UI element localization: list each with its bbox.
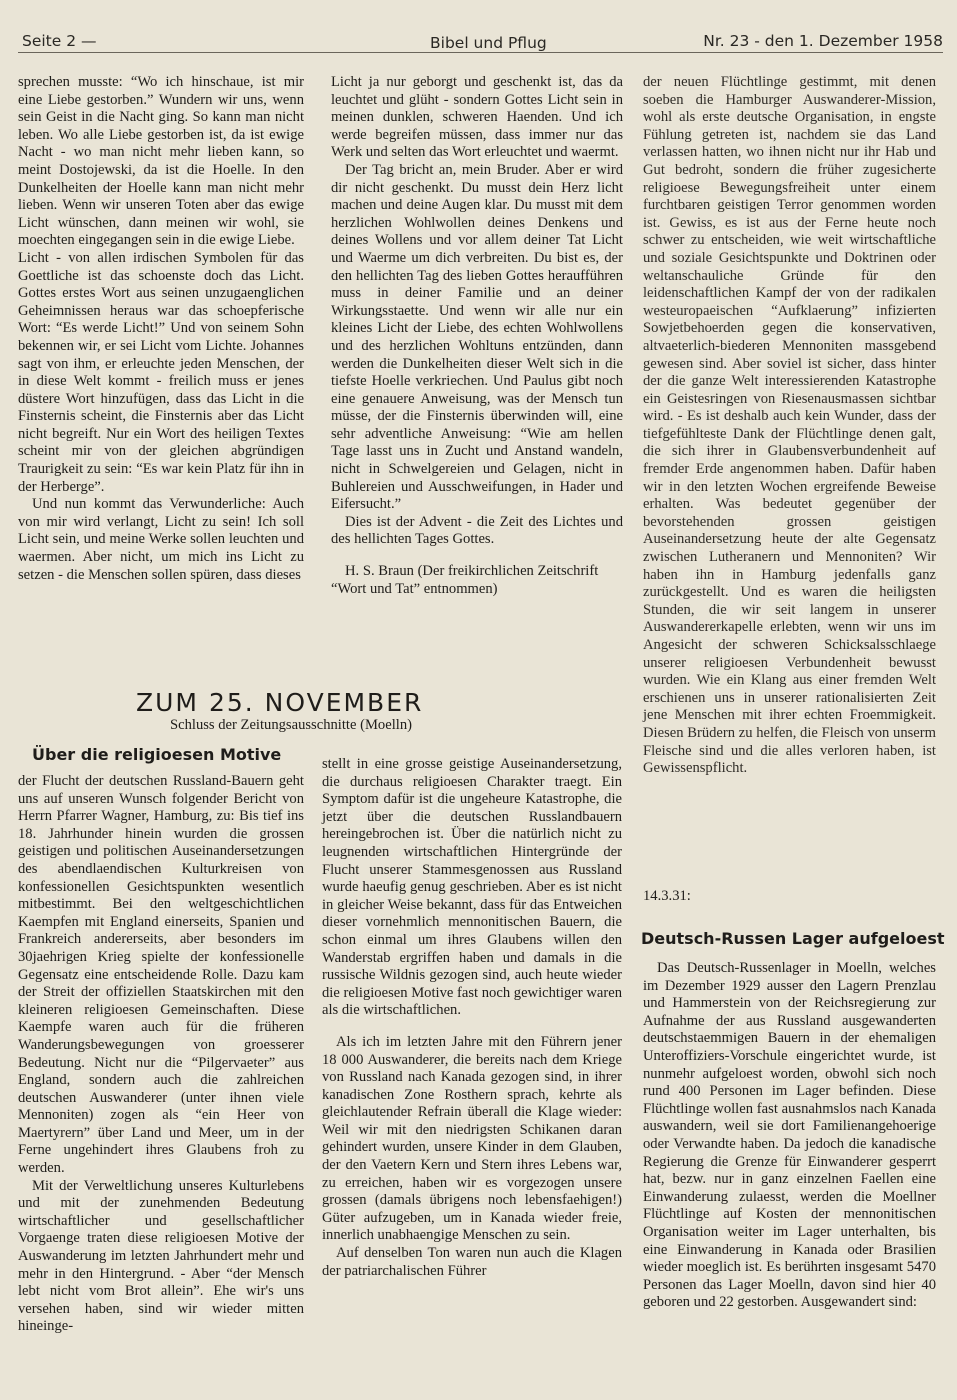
article-heading: Über die religioesen Motive [32,745,282,764]
section-title: ZUM 25. NOVEMBER [136,688,424,717]
paragraph: Als ich im letzten Jahre mit den Führern jener 18 000 Auswanderer, die bereits nach dem Kriege von Russland nach Kanada gezogen sind, in ihrer kanadischen Zone Rosthern sprach, kehrte als gleichlautender Refrain überall die Klage wieder: Weil wir mit den niedrigsten Schikanen daran gehindert wurden, unsere Kinder in dem Glauben, der den Vaetern Kern und Stern ihres Lebens war, zu erreichen, haben wir es vorgezogen unsere grossen (damals übrigens noch lebensfaehigen!) Güter aufzugeben, um in Kanada wieder freie, innerlich unabhaengige Menschen zu sein. [322,1033,622,1244]
column-5 [322,756,622,1280]
page-number: Seite 2 — [22,32,97,50]
paragraph: sprechen musste: “Wo ich hinschaue, ist mir eine Liebe gestorben.” Wundern wir uns, wenn sein Geist in die Nacht ging. So kann man nicht leben. Wo alle Liebe gestorben ist, da ist ewige Nacht - wo man nicht mehr lieben kann, so meint Dostojewski, da ist die Hoelle. In den Dunkelheiten der Hoelle kann man nicht mehr lieben. Wenn wir unseren Toten aber das ewige Licht wünschen, dann meinen wir wohl, sie moechten eingegangen sein in die ewige Liebe. [18,74,304,249]
column-4 [18,773,304,1336]
paragraph: Mit der Verweltlichung unseres Kulturlebens und mit der zunehmenden Bedeutung wirtschaftlicher und gesellschaftlicher Vorgaenge traten diese religioesen Motive der Auswanderung im letzten Jahrhundert mehr und mehr in den Hintergrund. - Aber “der Mensch lebt nicht vom Brot allein”. Ehe wir's uns versehen haben, sind wir wieder mitten hineinge- [18,1177,304,1335]
paragraph: stellt in eine grosse geistige Auseinandersetzung, die durchaus religioesen Charakter traegt. Ein Symptom dafür ist die ungeheure Katastrophe, die jetzt über die deutschen Russlandbauern hereingebrochen ist. Über die natürlich nicht zu leugnenden wirtschaftlichen Hintergründe der Flucht unserer Stammesgenossen aus Russland wurde haeufig genug geschrieben. Aber es ist nicht in gleicher Weise bekannt, dass für das Entweichen dieser vornehmlich mennonitischen Bauern, die schon einmal um ihres Glaubens willen den Wanderstab ergriffen haben und damals in die russische Wildnis gezogen sind, auch heute wieder die religioesen Motive fast noch gewichtiger waren als die wirtschaftlichen. [322,756,622,1019]
column-3 [643,74,936,778]
article-heading-2: Deutsch-Russen Lager aufgeloest [641,929,945,948]
page-header [18,28,943,54]
spacer [322,1020,622,1034]
paragraph: Licht ja nur geborgt und geschenkt ist, das da leuchtet und glüht - sondern Gottes Licht sein in meinen dunklen, schweren Haenden. Und ich werde begreifen müssen, dass immer nur das Werk und selten das Wort erleuchtet und waermt. [331,74,623,161]
header-rule [18,52,943,53]
column-2 [331,74,623,598]
paragraph: Auf denselben Ton waren nun auch die Klagen der patriarchalischen Führer [322,1245,622,1279]
paragraph: der neuen Flüchtlinge gestimmt, mit denen soeben die Hamburger Auswanderer-Mission, wohl als erste deutsche Organisation, in engste Fühlung getreten ist, nachdem sie das Land verlassen hatten, wo ihnen nicht nur ihr Hab und Gut bedroht, sondern die früher zugesicherte religioese Bewegungsfreiheit unter einem furchtbaren geistigen Terror genommen worden ist. Gewiss, es ist aus der Ferne heute noch schwer zu entscheiden, wie weit wirtschaftliche und soziale Gesichtspunkte und Doktrinen oder weltanschauliche Gründe für den leidenschaftlichen Kampf der von der radikalen westeuropaeischen “Aufklaerung” infizierten Sowjetbehoerden gegen die konservativen, altvaeterlich-biederen Mennoniten massgebend gewesen sind. Aber soviel ist sicher, dass hinter der die ganze Welt interessierenden Katastrophe ein Geistesringen von Riesenausmassen sichtbar wird. - Es ist deshalb auch kein Wunder, dass der tiefgefühlteste Dank der Flüchtlinge denen galt, die sich ihrer in Glaubensverbundenheit auf fremder Erde angenommen haben. Dafür haben wir in den letzten Wochen ergreifende Beweise erhalten. Was bedeutet gegenüber der bevorstehenden grossen geistigen Auseinandersetzung heute der alte Gegensatz zwischen Lutheranern und Mennoniten? Wir haben ihn in Hamburg jedenfalls ganz zurückgestellt. Und es waren die heiligsten Stunden, die wir seit langem in unserer Auswandererkapelle erlebten, wenn wir uns im Angesicht der schweren Schicksalsschlaege unserer religioesen Verbundenheit bewusst wurden. Wie ein Klang aus einer fremden Welt erschienen uns in unserer rationalisierten Zeit jene Menschen mit ihrer echten Froemmigkeit. Diesen Brüdern zu helfen, die Fleisch von unserm Fleische sind und die alles verloren haben, ist Gewissenspflicht. [643,74,936,777]
paragraph: Licht - von allen irdischen Symbolen für das Goettliche ist das schoenste doch das Licht. Gottes erstes Wort aus seinen unzugaenglichen Geheimnissen heraus war das schoepferische Wort: “Es werde Licht!” Und von seinem Sohn bekennen wir, er sei Licht vom Lichte. Johannes sagt von ihm, er erleuchte jeden Menschen, der in diese Welt kommt - freilich muss er jenes düstere Wort hinzufügen, dass das Licht in die Finsternis scheint, die Finsternis aber das Licht nicht begreift. Nur ein Wort des heiligen Textes scheint mir von der gleichen abgründigen Traurigkeit zu sein: “Es war kein Platz für ihn in der Herberge”. [18,249,304,495]
author-signature: H. S. Braun (Der freikirchlichen Zeitschrift “Wort und Tat” entnommen) [331,563,599,597]
column-6 [643,960,936,1312]
section-subtitle: Schluss der Zeitungsausschnitte (Moelln) [170,717,412,733]
paragraph: Und nun kommt das Verwunderliche: Auch von mir wird verlangt, Licht zu sein! Ich soll Licht sein, und meine Werke sollen leuchten und waermen. Aber nicht, um mich ins Licht zu setzen - die Menschen sollen spüren, dass dieses [18,496,304,583]
paragraph: Dies ist der Advent - die Zeit des Lichtes und des hellichten Tages Gottes. [331,513,623,548]
date-line: 14.3.31: [643,888,691,904]
issue-date: Nr. 23 - den 1. Dezember 1958 [703,32,943,50]
paragraph: Das Deutsch-Russenlager in Moelln, welches im Dezember 1929 ausser den Lagern Prenzlau und Hammerstein von der Reichsregierung zur Aufnahme der aus Russland ausgewanderten deutschstaemmigen Bauern in der ehemaligen Unteroffiziers-Vorschule eingerichtet wurde, ist nunmehr aufgeloest worden, obwohl sich noch rund 400 Personen im Lager befinden. Diese Flüchtlinge wollen fast ausnahmslos nach Kanada auswandern, weil sie dort Familienangehoerige oder Verwandte haben. Da jedoch die kanadische Regierung die Grenze für Einwanderer gesperrt hat, bezw. nur in ganz einzelnen Faellen eine Einwanderung zulaesst, werden die Moellner Flüchtlinge auf Kosten der mennonitischen Organisation weiter im Lager unterhalten, bis eine Einwanderung in Kanada oder Brasilien wieder moeglich ist. Es berührten insgesamt 5470 Personen das Lager Moelln, davon sind hier 40 geboren und 22 gestorben. Ausgewandert sind: [643,960,936,1311]
paragraph: Der Tag bricht an, mein Bruder. Aber er wird dir nicht geschenkt. Du musst dein Herz licht machen und deine Augen klar. Du musst mit dem herzlichen Wohlwollen deines Denkens und deines Wollens und vor allem deiner Tat Licht und Waerme um dich verbreiten. Du bist es, der den hellichten Tag des lieben Gottes heraufführen muss in deiner Familie und an deiner Wirkungsstaette. Und wenn wir alle nur ein kleines Licht der Liebe, des echten Wohlwollens und des herzlichen Wohltuns entzünden, dann werden die Dunkelheiten dieser Welt sich in die tiefste Hoelle verkriechen. Und Paulus gibt noch eine genauere Anweisung, was der Mensch tun müsse, der die Finsternis überwinden will, eine sehr adventliche Anweisung: “Wie am hellen Tage lasst uns in Zucht und Anstand wandeln, nicht in Schwelgereien und Gelagen, nicht in Buhlereien und Ausschweifungen, in Hader und Eifersucht.” [331,161,623,513]
newspaper-title: Bibel und Pflug [430,34,547,52]
column-1 [18,74,304,584]
paragraph: der Flucht der deutschen Russland-Bauern geht uns auf unseren Wunsch folgender Bericht von Herrn Pfarrer Wagner, Hamburg, zu: Bis tief ins 18. Jahrhunder hinein wurden die grossen geistigen und politischen Auseinandersetzungen des abendlaendischen Kulturkreisen von konfessionellen Gesichtspunkten wesentlich mitbestimmt. Bei den weltgeschichtlichen Kaempfen mit England einerseits, Spanien und Frankreich andererseits, aber besonders im 30jaehrigen Krieg spielte der konfessionelle Gegensatz eine entscheidende Rolle. Dazu kam der Streit der offiziellen Staatskirchen mit den kleineren religioesen Gemeinschaften. Diese Kaempfe waren auch für die früheren Wanderungsbewegungen von groesserer Bedeutung. Nicht nur die “Pilgervaeter” aus England, sondern auch die zahlreichen deutschen Auswanderer (unter ihnen viele Mennoniten) zogen als “ein Heer von Maertyrern” über Land und Meer, um in der Ferne ungehindert ihres Glaubens froh zu werden. [18,773,304,1177]
